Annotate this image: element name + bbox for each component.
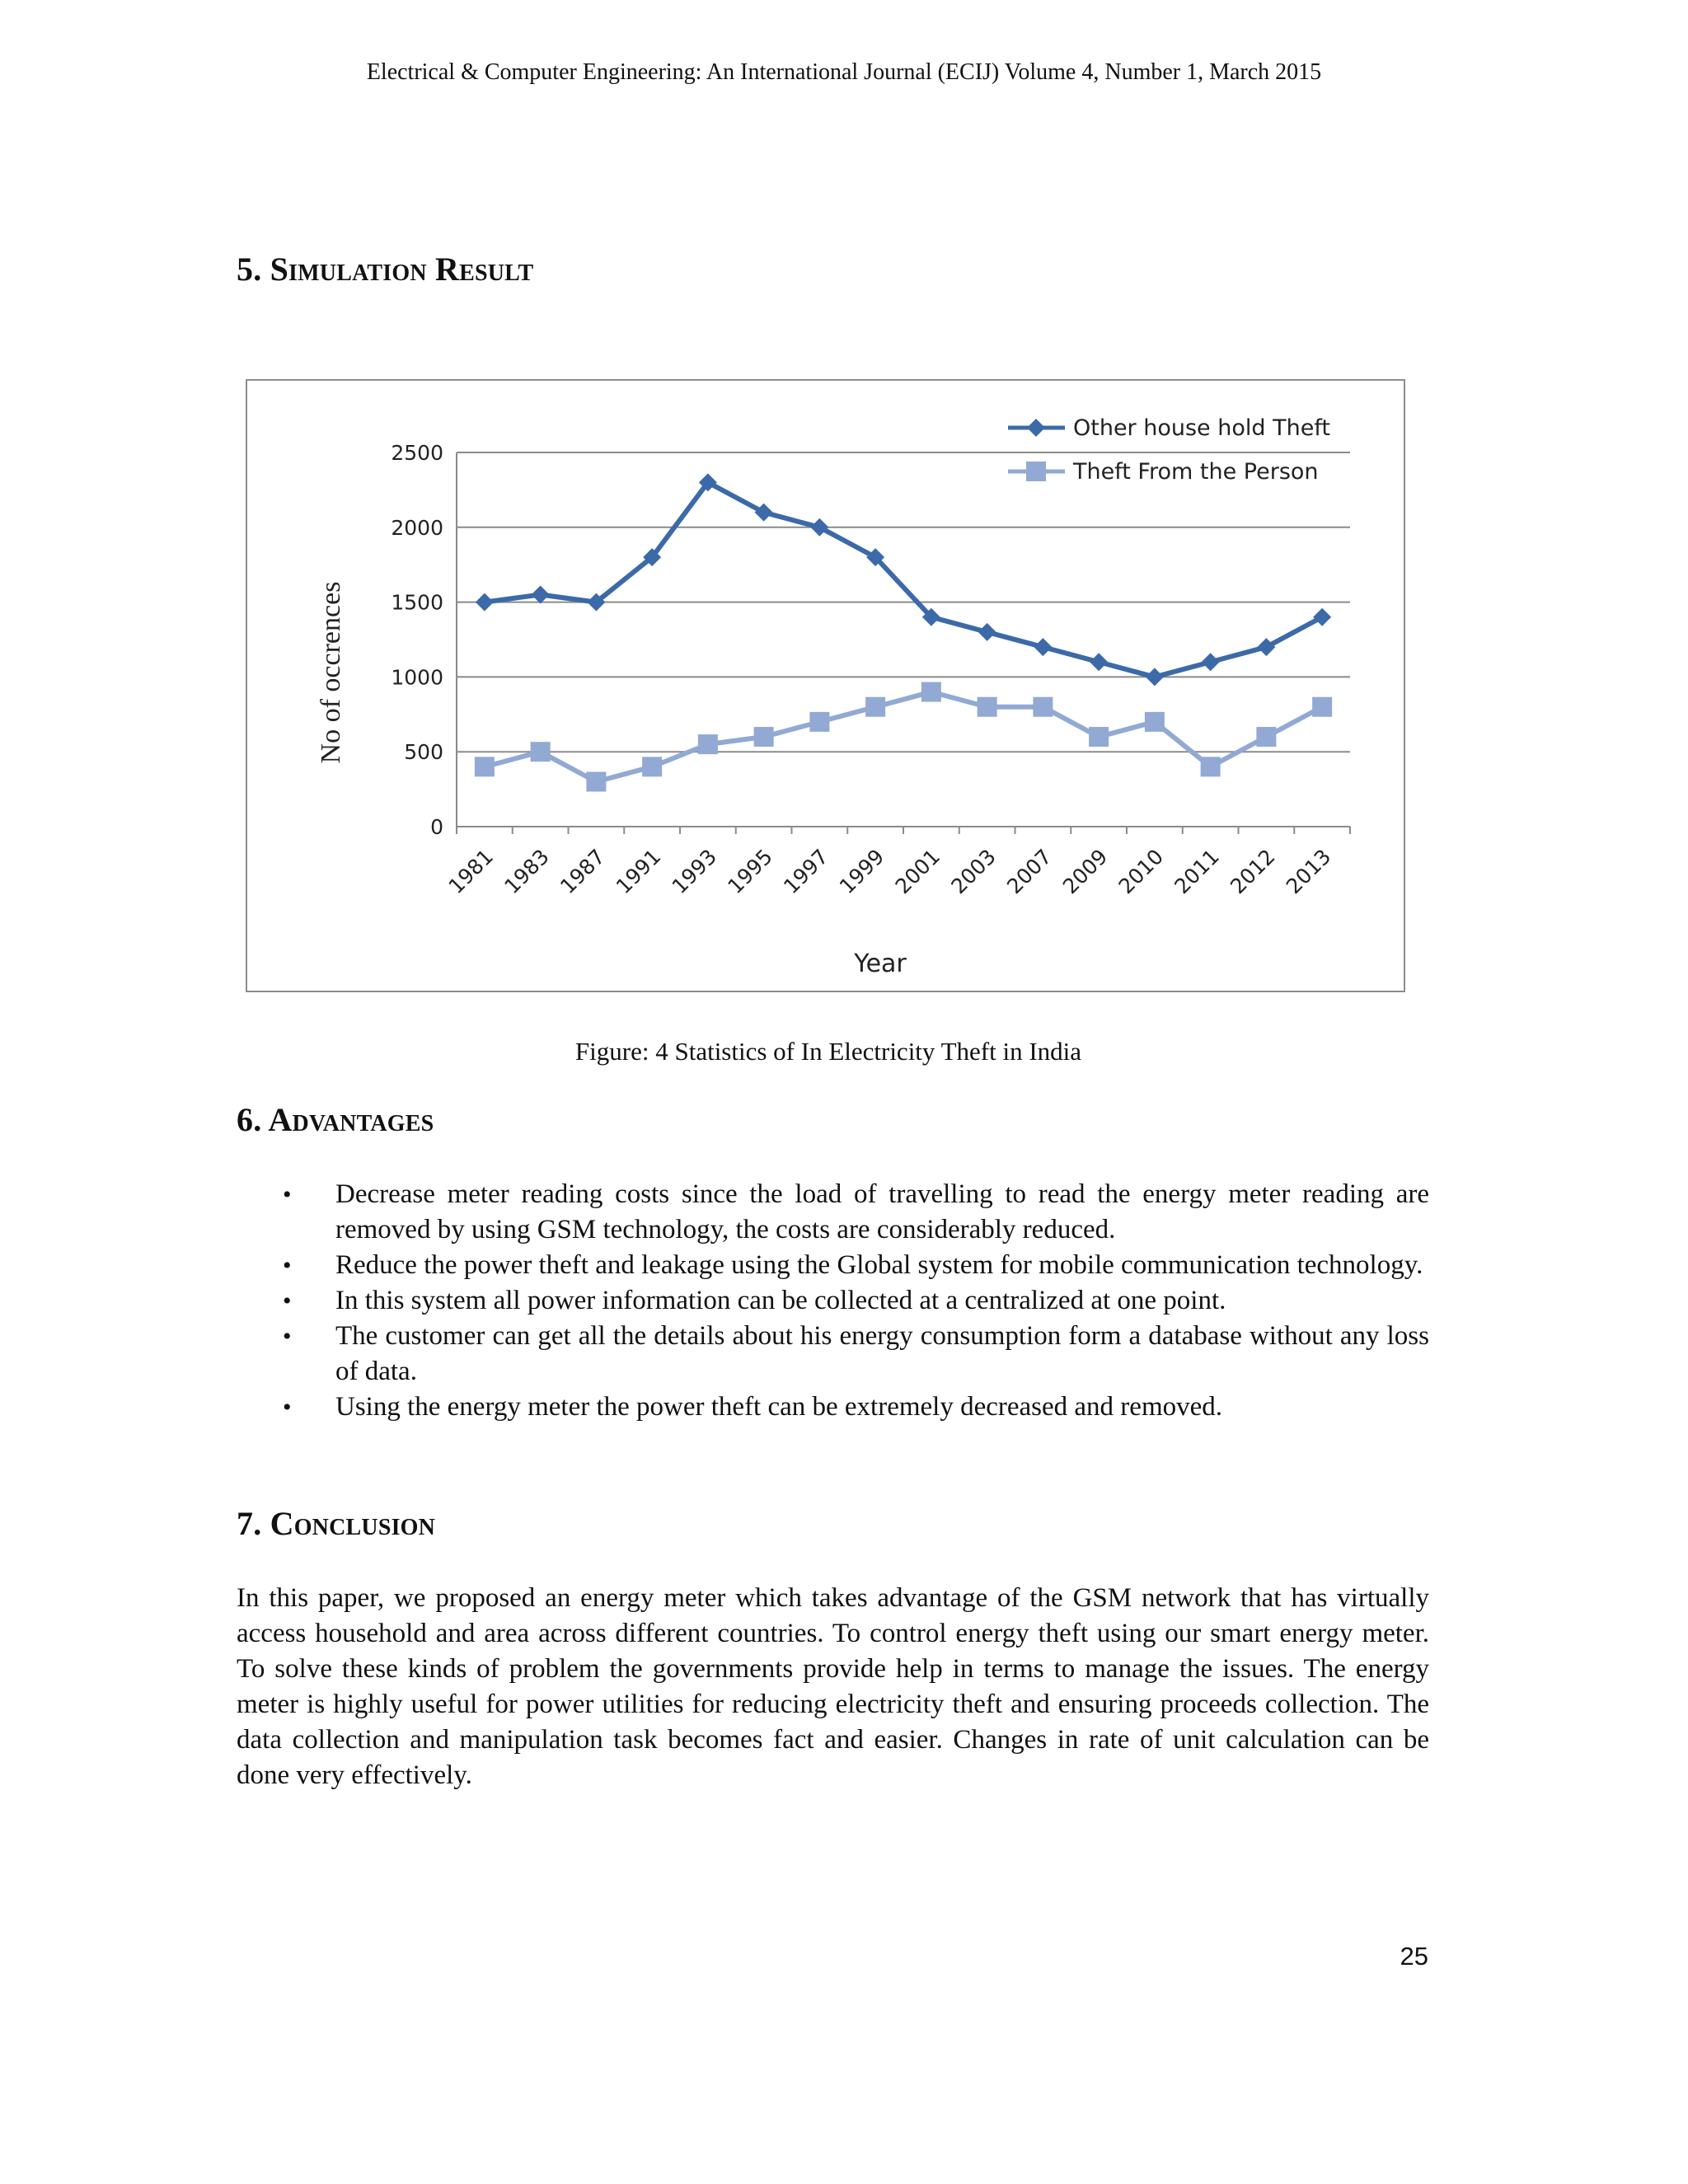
list-item <box>237 1248 1429 1283</box>
legend-label: Theft From the Person <box>1073 459 1319 485</box>
x-tick-label: 1993 <box>667 844 722 899</box>
data-point <box>532 586 550 604</box>
advantages-list <box>237 1177 1429 1425</box>
list-item-text: The customer can get all the details about his energy consumption form a database without any loss of data. <box>335 1321 1429 1386</box>
data-point <box>642 757 662 776</box>
chart-canvas <box>247 381 1404 991</box>
data-point <box>754 727 774 747</box>
x-tick-label: 2011 <box>1170 844 1224 899</box>
section-number: 7. <box>237 1505 262 1542</box>
list-item <box>237 1390 1429 1425</box>
x-tick-label: 2009 <box>1057 844 1113 899</box>
x-tick-label: 1981 <box>443 844 499 899</box>
data-point <box>809 712 829 732</box>
bullet-icon: • <box>283 1287 292 1315</box>
x-tick-label: 1999 <box>834 844 889 899</box>
data-point <box>1202 653 1220 671</box>
data-point <box>1257 638 1275 656</box>
section-heading-conclusion <box>237 1504 435 1543</box>
list-item-text: In this system all power information can be collected at a centralized at one point. <box>335 1286 1226 1315</box>
data-point <box>1256 727 1276 747</box>
list-item <box>237 1283 1429 1319</box>
y-tick-label: 0 <box>430 815 443 839</box>
x-tick-label: 1987 <box>556 844 610 899</box>
bullet-icon: • <box>283 1323 292 1350</box>
conclusion-paragraph: In this paper, we proposed an energy meter which takes advantage of the GSM network that has virtually access household and area across different countries. To control energy theft using our smart energy meter. To solve these kinds of problem the governments provide help in terms to manage the issues. The energy meter is highly useful for power utilities for reducing electricity theft and ensuring proceeds collection. The data collection and manipulation task becomes fact and easier. Changes in rate of unit calculation can be done very effectively. <box>237 1583 1429 1790</box>
list-item <box>237 1177 1429 1248</box>
figure-caption: Figure: 4 Statistics of In Electricity Theft in India <box>574 1037 1082 1066</box>
data-point <box>865 697 885 717</box>
data-point <box>1312 697 1332 717</box>
data-point <box>978 623 996 641</box>
x-tick-label: 1997 <box>779 844 833 899</box>
x-axis-title: Year <box>854 949 907 978</box>
x-tick-label: 2001 <box>890 844 945 899</box>
data-point <box>755 504 773 522</box>
section-title: Advantages <box>268 1101 434 1138</box>
section-title: Simulation Result <box>270 251 534 288</box>
y-tick-label: 1000 <box>391 665 443 690</box>
data-point <box>1201 757 1221 776</box>
data-point <box>1026 462 1046 481</box>
journal-header: Electrical & Computer Engineering: An International Journal (ECIJ) Volume 4, Number 1, March 2015 <box>366 59 1322 85</box>
list-item-text: Decrease meter reading costs since the load of travelling to read the energy meter reading are removed by using GSM technology, the costs are considerably reduced. <box>335 1179 1429 1244</box>
x-tick-label: 2010 <box>1114 844 1169 899</box>
data-point <box>978 697 997 717</box>
bullet-icon: • <box>283 1181 292 1208</box>
y-tick-label: 2000 <box>391 515 443 540</box>
x-tick-label: 1991 <box>611 844 666 899</box>
data-point <box>531 742 551 762</box>
data-point <box>586 772 606 792</box>
data-point <box>1027 419 1045 437</box>
y-tick-label: 500 <box>404 740 443 765</box>
y-axis-title: No of occrences <box>316 581 346 764</box>
series-line <box>485 482 1322 677</box>
data-point <box>921 682 941 702</box>
x-tick-label: 1995 <box>723 844 777 899</box>
electricity-theft-chart <box>246 379 1405 992</box>
data-point <box>1089 727 1109 747</box>
section-heading-simulation-result <box>237 250 533 288</box>
data-point <box>475 757 495 776</box>
x-tick-label: 2012 <box>1226 844 1280 899</box>
series-line <box>485 692 1322 782</box>
data-point <box>1146 668 1164 686</box>
list-item <box>237 1319 1429 1390</box>
section-heading-advantages <box>237 1100 434 1139</box>
page-number: 25 <box>1400 1942 1428 1971</box>
legend-label: Other house hold Theft <box>1073 415 1330 441</box>
bullet-icon: • <box>283 1394 292 1421</box>
data-point <box>476 593 494 612</box>
data-point <box>1090 653 1108 671</box>
x-tick-label: 2003 <box>946 844 1001 899</box>
data-point <box>698 734 718 754</box>
bullet-icon: • <box>283 1252 292 1279</box>
data-point <box>1313 608 1331 626</box>
section-title: Conclusion <box>270 1505 436 1542</box>
data-point <box>810 518 828 537</box>
x-tick-label: 1983 <box>499 844 554 899</box>
y-tick-label: 2500 <box>391 441 443 465</box>
x-tick-label: 2013 <box>1281 844 1336 899</box>
y-tick-label: 1500 <box>391 590 443 615</box>
list-item-text: Using the energy meter the power theft can be extremely decreased and removed. <box>335 1392 1223 1422</box>
x-tick-label: 2007 <box>1002 844 1057 899</box>
data-point <box>1145 712 1165 732</box>
data-point <box>1033 697 1053 717</box>
section-number: 6. <box>237 1101 262 1138</box>
list-item-text: Reduce the power theft and leakage using the Global system for mobile communication technology. <box>335 1250 1423 1280</box>
section-number: 5. <box>237 251 262 288</box>
data-point <box>1034 638 1052 656</box>
